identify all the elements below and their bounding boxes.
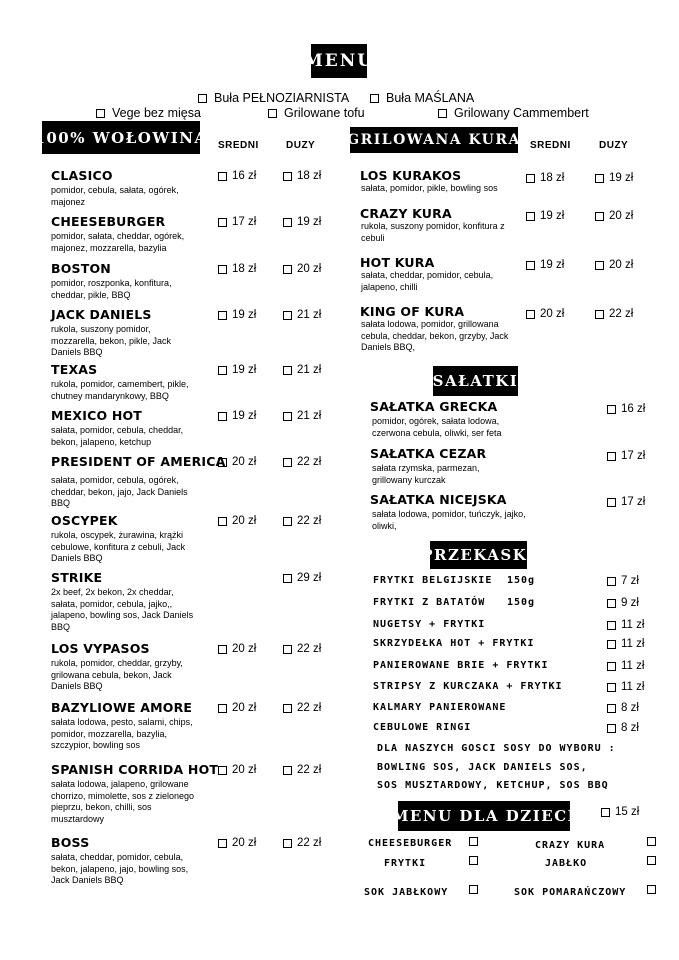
checkbox-icon[interactable] [607,662,616,671]
checkbox-icon[interactable] [607,405,616,414]
beef-item-desc [51,852,188,887]
snack-price[interactable]: 8 zł [607,702,639,714]
desc-line: bekon, jalapeno, jajo, bowling sos, [51,863,189,874]
desc-line: sałata rzymska, parmezan, [372,463,480,473]
beef-item-name: LOS VYPASOS [51,641,150,656]
desc-line: pomidor, roszponka, konfitura, [51,278,172,288]
chicken-item-name: HOT KURA [360,255,435,270]
salad-price[interactable]: 16 zł [607,403,645,415]
desc-line: rukola, pomidor, cheddar, grzyby, [51,658,183,668]
beef-item-name: OSCYPEK [51,513,118,528]
checkbox-icon[interactable] [607,452,616,461]
beef-price-medium[interactable]: 20 zł [218,702,256,714]
beef-item-name: JACK DANIELS [51,307,152,322]
desc-line: sałata, pomidor, cebula, ogórek, [51,475,179,485]
beef-price-medium[interactable]: 20 zł [218,456,256,468]
checkbox-icon[interactable] [283,645,292,654]
desc-line: majonez, mozzarella, bazylia [51,242,167,253]
beef-item-desc [51,324,171,359]
desc-line: pomidor, ogórek, sałata lodowa, [372,416,500,426]
desc-line: oliwki, [372,520,397,531]
sauces-line-1: BOWLING SOS, JACK DANIELS SOS, [377,762,588,773]
option-bread-butter[interactable]: Buła MAŚLANA [370,91,474,105]
beef-col-large: DUZY [286,140,316,151]
chicken-price-medium[interactable]: 19 zł [526,210,564,222]
kids-price[interactable]: 15 zł [601,806,639,818]
beef-price-large[interactable]: 22 zł [283,456,321,468]
salad-item-name: SAŁATKA GRECKA [370,399,498,414]
checkbox-icon[interactable] [283,839,292,848]
desc-line: rukola, pomidor, camembert, pikle, [51,379,189,389]
snack-item-name: FRYTKI Z BATATÓW [373,597,486,608]
kids-item-orange-juice: SOK POMARAŃCZOWY [514,887,627,898]
desc-line: cebulowe, konfitura z cebuli, Jack [51,541,186,552]
desc-line: jalapeno, bowling sos, Jack Daniels [51,610,194,620]
checkbox-icon[interactable] [283,218,292,227]
checkbox-icon[interactable] [283,311,292,320]
snack-item-name: STRIPSY Z KURCZAKA + FRYTKI [373,681,563,692]
desc-line: Daniels BBQ [51,553,103,563]
beef-price-large[interactable]: 22 zł [283,643,321,655]
checkbox-icon[interactable] [218,645,227,654]
snack-item-name: NUGETSY + FRYTKI [373,619,486,630]
kids-item-cheeseburger: CHEESEBURGER [368,838,453,849]
chicken-item-name: LOS KURAKOS [360,168,462,183]
desc-line: czerwona cebula, oliwki, ser feta [372,427,502,438]
menu-title: MENU [311,44,367,78]
desc-line: sałata lodowa, pesto, salami, chips, [51,717,193,727]
beef-item-desc [51,530,185,565]
checkbox-icon[interactable] [218,311,227,320]
salad-item-desc [372,509,526,532]
kids-item-apple-juice: SOK JABŁKOWY [364,887,449,898]
checkbox-icon[interactable] [595,212,604,221]
desc-line: mozzarella, bekon, pikle, Jack [51,335,172,346]
beef-item-desc [51,658,183,693]
desc-line: Daniels BBQ [51,347,103,357]
desc-line: pomidor, sałata, cheddar, ogórek, [51,231,185,241]
chicken-col-medium: SREDNI [530,140,571,151]
desc-line: szczypior, bowling sos [51,740,141,750]
snack-price[interactable]: 11 zł [607,638,644,650]
checkbox-icon[interactable] [526,174,535,183]
kids-item-crazy-kura: CRAZY KURA [535,840,606,851]
beef-item-desc [51,278,172,301]
checkbox-icon[interactable] [469,885,478,894]
beef-price-medium[interactable]: 20 zł [218,643,256,655]
beef-price-medium[interactable]: 19 zł [218,364,256,376]
chicken-item-desc [361,270,493,293]
snack-item-name: FRYTKI BELGIJSKIE [373,575,493,586]
desc-line: pomidor, mozzarella, bazylia, [51,728,168,739]
chicken-price-large[interactable]: 20 zł [595,259,633,271]
beef-item-name: CLASICO [51,168,113,183]
salad-item-name: SAŁATKA CEZAR [370,446,487,461]
desc-line: grilowana cebula, bekon, Jack [51,669,172,680]
checkbox-icon[interactable] [283,265,292,274]
desc-line: sałata lodowa, jalapeno, grilowane [51,779,189,789]
beef-price-large[interactable]: 21 zł [283,364,321,376]
checkbox-icon[interactable] [647,885,656,894]
beef-item-desc [51,425,183,448]
checkbox-icon[interactable] [601,808,610,817]
beef-price-medium[interactable]: 19 zł [218,410,256,422]
desc-line: Jack Daniels BBQ [51,875,124,885]
checkbox-icon[interactable] [218,704,227,713]
salads-section-header: SAŁATKI [433,366,518,396]
checkbox-icon[interactable] [283,704,292,713]
beef-item-name: CHEESEBURGER [51,214,166,229]
desc-line: musztardowy [51,813,105,824]
checkbox-icon[interactable] [595,310,604,319]
checkbox-icon[interactable] [370,94,379,103]
beef-item-name: PRESIDENT OF AMERICA [51,454,226,469]
beef-price-large[interactable]: 18 zł [283,170,321,182]
beef-price-medium[interactable]: 16 zł [218,170,256,182]
sauces-line-2: SOS MUSZTARDOWY, KETCHUP, SOS BBQ [377,780,609,791]
option-tofu[interactable]: Grilowane tofu [268,106,365,120]
desc-line: BBQ [51,621,71,632]
desc-line: Daniels BBQ [51,681,103,691]
chicken-item-desc [361,183,498,195]
chicken-price-medium[interactable]: 18 zł [526,172,564,184]
salad-item-name: SAŁATKA NICEJSKA [370,492,507,507]
checkbox-icon[interactable] [283,458,292,467]
checkbox-icon[interactable] [283,366,292,375]
beef-item-name: TEXAS [51,362,98,377]
chicken-price-medium[interactable]: 19 zł [526,259,564,271]
beef-item-name: BOSS [51,835,90,850]
checkbox-icon[interactable] [96,109,105,118]
desc-line: majonez [51,196,86,207]
chicken-item-desc [361,221,505,244]
checkbox-icon[interactable] [607,599,616,608]
beef-col-medium: SREDNI [218,140,259,151]
desc-line: chutney mandarynkowy, BBQ [51,390,169,401]
checkbox-icon[interactable] [283,517,292,526]
checkbox-icon[interactable] [218,517,227,526]
snack-price[interactable]: 11 zł [607,619,644,631]
beef-price-large[interactable]: 22 zł [283,702,321,714]
beef-item-name: MEXICO HOT [51,408,143,423]
beef-item-name: STRIKE [51,570,103,585]
beef-item-name: SPANISH CORRIDA HOT [51,762,219,777]
chicken-item-name: CRAZY KURA [360,206,452,221]
desc-line: sałata, cheddar, pomidor, cebula, [361,270,494,280]
beef-price-large[interactable]: 20 zł [283,263,321,275]
checkbox-icon[interactable] [647,856,656,865]
snack-item-name: KALMARY PANIEROWANE [373,702,507,713]
beef-price-medium[interactable]: 20 zł [218,515,256,527]
checkbox-icon[interactable] [647,837,656,846]
checkbox-icon[interactable] [526,261,535,270]
checkbox-icon[interactable] [198,94,207,103]
checkbox-icon[interactable] [218,839,227,848]
chicken-section-header: GRILOWANA KURA [350,127,518,153]
beef-item-desc [51,587,193,633]
checkbox-icon[interactable] [595,174,604,183]
desc-line: rukola, suszony pomidor, konfitura z [361,221,505,231]
beef-item-desc [51,379,189,402]
beef-item-name: BOSTON [51,261,111,276]
checkbox-icon[interactable] [218,265,227,274]
desc-line: cebula, cheddar, bekon, grzyby, Jack [361,330,509,341]
beef-price-medium[interactable]: 18 zł [218,263,256,275]
kids-item-fries: FRYTKI [384,858,427,869]
desc-line: bekon, jalapeno, ketchup [51,436,152,447]
checkbox-icon[interactable] [218,366,227,375]
option-camembert[interactable]: Grilowany Cammembert [438,106,589,120]
snack-price[interactable]: 8 zł [607,722,639,734]
beef-price-large[interactable]: 21 zł [283,309,321,321]
option-bread-wholegrain[interactable]: Buła PEŁNOZIARNISTA [198,91,349,105]
desc-line: rukola, oscypek, żurawina, krążki [51,530,184,540]
snacks-section-header: PRZEKASKI [430,541,527,569]
checkbox-icon[interactable] [218,458,227,467]
snack-item-name: SKRZYDEŁKA HOT + FRYTKI [373,638,535,649]
desc-line: pieprzu, bekon, chilli, sos [51,802,152,812]
checkbox-icon[interactable] [607,640,616,649]
checkbox-icon[interactable] [218,412,227,421]
salad-item-desc [372,416,502,439]
beef-price-large[interactable]: 21 zł [283,410,321,422]
snack-price[interactable]: 11 zł [607,681,644,693]
beef-price-medium[interactable]: 19 zł [218,309,256,321]
desc-line: pomidor, cebula, sałata, ogórek, [51,185,179,195]
snack-price[interactable]: 7 zł [607,575,639,587]
desc-line: rukola, suszony pomidor, [51,324,151,334]
snack-item-name: PANIEROWANE BRIE + FRYTKI [373,660,549,671]
chicken-price-large[interactable]: 19 zł [595,172,633,184]
salad-price[interactable]: 17 zł [607,496,645,508]
checkbox-icon[interactable] [607,498,616,507]
kids-section-header: MENU DLA DZIECI [398,801,570,831]
checkbox-icon[interactable] [607,577,616,586]
checkbox-icon[interactable] [218,218,227,227]
chicken-item-name: KING OF KURA [360,304,465,319]
desc-line: sałata, pomidor, cebula, cheddar, [51,425,184,435]
beef-item-desc [51,779,194,825]
checkbox-icon[interactable] [438,109,447,118]
snack-item-weight: 150g [507,597,536,608]
desc-line: chorrizo, mimolette, sos z zielonego [51,790,195,801]
checkbox-icon[interactable] [607,683,616,692]
kids-item-apple: JABŁKO [545,858,588,869]
beef-item-desc [51,717,193,752]
checkbox-icon[interactable] [595,261,604,270]
beef-price-large[interactable]: 22 zł [283,515,321,527]
desc-line: sałata lodowa, pomidor, tuńczyk, jajko, [372,509,526,519]
desc-line: 2x beef, 2x bekon, 2x cheddar, [51,587,174,597]
desc-line: BBQ [51,498,71,508]
chicken-price-medium[interactable]: 20 zł [526,308,564,320]
desc-line: cheddar, bekon, jajo, Jack Daniels [51,486,188,497]
checkbox-icon[interactable] [283,766,292,775]
beef-item-desc [51,475,188,510]
beef-item-name: BAZYLIOWE AMORE [51,700,193,715]
checkbox-icon[interactable] [526,212,535,221]
beef-price-medium[interactable]: 20 zł [218,837,256,849]
checkbox-icon[interactable] [283,574,292,583]
beef-item-desc [51,185,179,208]
desc-line: sałata, pomidor, cebula, jajko,, [51,598,173,609]
desc-line: jalapeno, chilli [361,281,418,292]
checkbox-icon[interactable] [607,621,616,630]
snack-item-name: CEBULOWE RINGI [373,722,472,733]
checkbox-icon[interactable] [218,172,227,181]
snack-price[interactable]: 11 zł [607,660,644,672]
checkbox-icon[interactable] [218,766,227,775]
chicken-item-desc [361,319,508,354]
beef-price-large[interactable]: 29 zł [283,572,321,584]
beef-item-desc [51,231,184,254]
option-vege[interactable]: Vege bez mięsa [96,106,201,120]
snack-item-weight: 150g [507,575,536,586]
sauces-intro: DLA NASZYCH GOSCI SOSY DO WYBORU : [377,743,616,754]
chicken-price-large[interactable]: 22 zł [595,308,633,320]
desc-line: sałata, pomidor, pikle, bowling sos [361,183,498,193]
checkbox-icon[interactable] [607,704,616,713]
beef-section-header: 100% WOŁOWINA [42,121,200,154]
checkbox-icon[interactable] [469,837,478,846]
chicken-col-large: DUZY [599,140,629,151]
checkbox-icon[interactable] [268,109,277,118]
desc-line: grillowany kurczak [372,474,446,485]
checkbox-icon[interactable] [283,172,292,181]
chicken-price-large[interactable]: 20 zł [595,210,633,222]
checkbox-icon[interactable] [526,310,535,319]
desc-line: sałata, cheddar, pomidor, cebula, [51,852,184,862]
desc-line: cheddar, pikle, BBQ [51,289,131,300]
beef-price-medium[interactable]: 17 zł [218,216,256,228]
checkbox-icon[interactable] [469,856,478,865]
beef-price-medium[interactable]: 20 zł [218,764,256,776]
beef-price-large[interactable]: 22 zł [283,764,321,776]
beef-price-large[interactable]: 22 zł [283,837,321,849]
desc-line: sałata lodowa, pomidor, grillowana [361,319,499,329]
snack-price[interactable]: 9 zł [607,597,639,609]
checkbox-icon[interactable] [607,724,616,733]
checkbox-icon[interactable] [283,412,292,421]
salad-price[interactable]: 17 zł [607,450,645,462]
salad-item-desc [372,463,480,486]
desc-line: Daniels BBQ, [361,342,416,352]
desc-line: cebuli [361,232,385,243]
beef-price-large[interactable]: 19 zł [283,216,321,228]
